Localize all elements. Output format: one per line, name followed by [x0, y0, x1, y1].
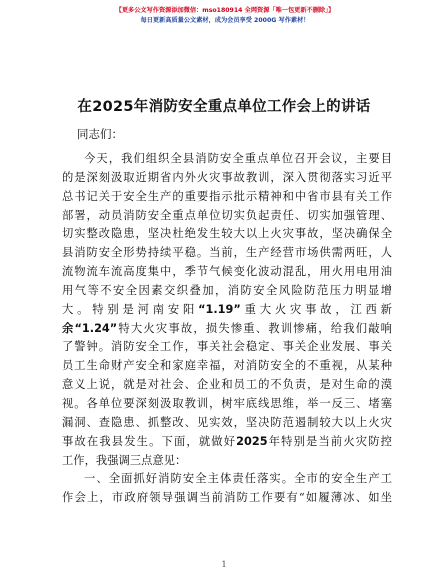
text-segment: 切实整改隐患，坚决杜绝发生较大以上火灾事故，坚决确保全 [62, 227, 392, 241]
promo-banner-line2: 每日更新高质量公文素材，成为会员享受 2000G 写作素材！ [140, 17, 310, 24]
text-segment: 视。各单位要深刻汲取教训，树牢底线思维，举一反三、堵塞 [62, 396, 392, 410]
text-line [62, 357, 392, 376]
text-segment: 重大火灾事故，江西新 [240, 302, 392, 316]
text-line [62, 301, 392, 320]
text-segment: 意义上说，就是对社会、企业和员工的不负责，是对生命的漠 [62, 378, 392, 392]
text-segment: 今天，我们组织全县消防安全重点单位召开会议，主要目 [84, 152, 392, 165]
document-title: 在2025年消防安全重点单位工作会上的讲话 [77, 99, 371, 115]
text-segment: 总书记关于安全生产的重要指示批示精神和中省市县有关工作 [62, 189, 392, 203]
text-segment: 事故在我县发生。下面，就做好 [62, 434, 237, 448]
text-line [62, 169, 392, 188]
text-segment: 县消防安全形势持续平稳。当前，生产经营市场供需两旺，人 [62, 246, 392, 260]
text-segment: 特大火灾事故，损失惨重、教训惨痛，给我们敲响 [117, 321, 392, 335]
text-line [62, 150, 392, 169]
text-segment: 漏洞、查隐患、抓整改、见实效，坚决防范遏制较大以上火灾 [62, 415, 392, 429]
text-segment: 一、全面抓好消防安全主体责任落实。全市的安全生产工 [84, 472, 392, 486]
text-segment: “1.24” [74, 321, 118, 335]
text-segment: 大。特别是河南安阳 [62, 302, 199, 316]
text-segment: 2025 [236, 434, 268, 448]
text-line [62, 188, 392, 207]
text-segment: 工作，我强调三点意见： [62, 453, 187, 467]
text-segment: 了警钟。消防安全工作，事关社会稳定、事关企业发展、事关 [62, 340, 392, 354]
text-segment: 部署，动员消防安全重点单位切实负起责任、切实加强管理、 [62, 208, 392, 222]
text-segment: 年特别是当前火灾防控 [267, 434, 392, 448]
page-number: 1 [221, 560, 227, 569]
text-segment: 用气等不安全因素交织叠加，消防安全风险防范压力明显增 [62, 283, 392, 297]
text-line [62, 244, 392, 263]
text-line [62, 282, 392, 301]
text-line [62, 395, 392, 414]
text-segment: 作会上，市政府领导强调当前消防工作要有“如履薄冰、如坐 [62, 491, 392, 505]
text-line [62, 320, 392, 339]
salutation: 同志们： [77, 127, 123, 141]
text-line [62, 376, 392, 395]
text-segment: 员工生命财产安全和家庭幸福，对消防安全的不重视，从某种 [62, 359, 392, 373]
text-line [62, 433, 392, 452]
text-segment: 流物流车流高度集中，季节气候变化波动混乱，用火用电用油 [62, 265, 392, 279]
text-segment: “1.19” [198, 302, 241, 316]
text-line [62, 263, 392, 282]
speech-body [62, 150, 392, 508]
promo-banner [60, 6, 390, 26]
text-segment: 余 [62, 321, 75, 335]
text-line [62, 452, 392, 471]
text-line [62, 338, 392, 357]
text-line [62, 225, 392, 244]
text-line [62, 489, 392, 508]
text-line [62, 470, 392, 489]
text-segment: 的是深刻汲取近期省内外火灾事故教训，深入贯彻落实习近平 [62, 170, 392, 184]
text-line [62, 207, 392, 226]
text-line [62, 414, 392, 433]
promo-banner-line1: 【更多公文写作资源添加微信：mso180914 全网资源「唯一包更新不删除」】 [115, 7, 335, 14]
